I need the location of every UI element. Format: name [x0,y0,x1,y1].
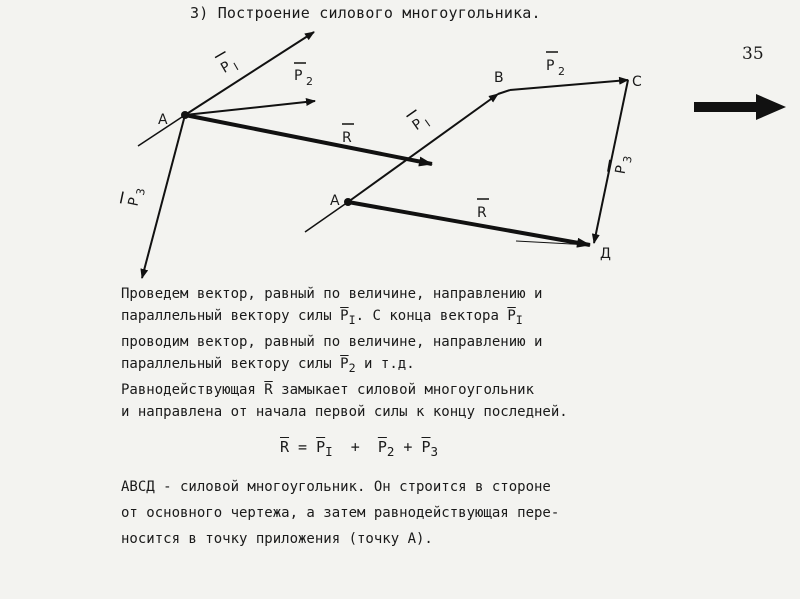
label-r-original [342,124,354,146]
svg-text:3: 3 [133,187,149,197]
svg-text:P: P [409,116,426,134]
text-line: носится в точку приложения (точку А). [121,531,433,547]
svg-text:P: P [125,196,143,208]
text-line: параллельный вектору силы $\overline{P}_I$. С конца вектора $\overline{P}_I$ [121,308,523,327]
label-p2-original [294,63,313,88]
text-line: от основного чертежа, а затем равнодействующая пере- [121,505,560,521]
vector-r-original [185,115,432,164]
vector-symbol: $\overline{P}$ [507,308,516,324]
polygon-side-bc-start [498,90,510,94]
svg-text:P: P [294,68,303,84]
text-line: параллельный вектору силы $\overline{P}_2$ и т.д. [121,355,415,375]
svg-text:P: P [546,58,555,74]
polygon-description [121,474,741,552]
point-a-polygon [344,198,352,206]
text-line: АВСД - силовой многоугольник. Он строится в стороне [121,479,551,495]
vector-symbol: $\overline{P}$ [340,308,349,324]
svg-text:R: R [477,205,487,221]
label-p1-polygon [407,108,433,136]
explanation-paragraph [121,283,721,423]
svg-text:P: P [612,164,630,176]
text-line: и направлена от начала первой силы к концу последней. [121,403,568,420]
text-line: Равнодействующая $\overline{R}$ замыкает силовой многоугольник [121,381,535,398]
polygon-side-bc [510,80,628,90]
svg-text:2: 2 [558,65,565,78]
page-number: 35 [742,44,764,64]
vector-symbol: $\overline{P}$ [340,355,349,372]
vector-symbol: $\overline{R}$ [264,381,273,398]
svg-text:R: R [342,130,352,146]
label-p2-polygon [546,52,565,78]
resultant-formula: $\overline{R} = \overline{P}_I + \overline{P}_2 + \overline{P}_3$ [280,438,439,459]
label-point-d: Д [600,246,611,262]
label-polygon-a: A [330,193,340,209]
label-r-polygon [477,199,489,221]
label-point-c: C [632,74,642,90]
svg-text:I: I [422,117,433,130]
svg-text:3: 3 [620,154,635,164]
text-line: Проведем вектор, равный по величине, направлению и [121,286,543,302]
svg-text:P: P [218,58,234,77]
point-a-original [181,111,189,119]
label-p3-original [121,185,148,209]
polygon-resultant-ad [348,202,590,245]
line-of-action-p1-polygon [305,202,348,232]
svg-text:2: 2 [306,75,313,88]
label-p1-original [215,50,241,79]
text-line: проводим вектор, равный по величине, направлению и [121,333,543,350]
slide-title: 3) Построение силового многоугольника. [190,4,541,22]
label-point-a: A [158,112,168,128]
svg-text:I: I [231,60,241,74]
polygon-side-ab [348,94,498,202]
label-point-b: B [494,70,504,86]
